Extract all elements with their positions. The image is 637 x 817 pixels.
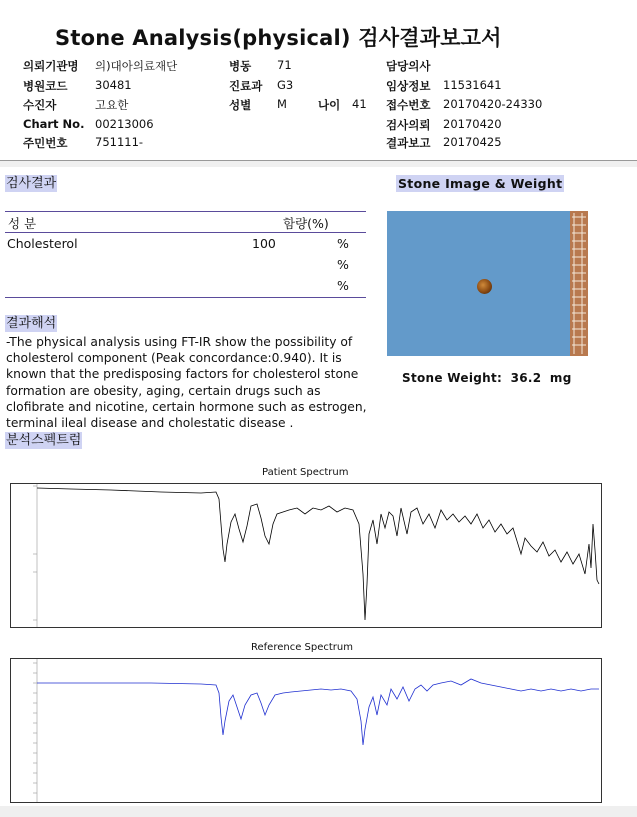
receipt-no-label: 접수번호 <box>386 98 431 112</box>
results-heading: 검사결과 <box>6 176 57 191</box>
patient-axis-ticks <box>33 484 37 627</box>
institution-label: 의뢰기관명 <box>23 59 79 73</box>
stone-weight <box>402 371 572 385</box>
hospital-code-value: 30481 <box>95 78 132 92</box>
stone-weight-value: 36.2 <box>510 371 542 385</box>
interpretation-heading: 결과해석 <box>6 316 57 331</box>
hospital-code-label: 병원코드 <box>23 79 68 93</box>
interpretation-paragraph: -The physical analysis using FT-IR show the possibility of cholesterol component (Peak concordance:0.940). It is known that the predisposing factors for cholesterol stone formation are obesity, aging, certain drugs such as clofibrate and nicotine, certain hormone such as estrogen, terminal ileal disease and cholestatic disease . <box>6 335 367 431</box>
patient-spectrum-line <box>37 488 599 620</box>
chart-no-label: Chart No. <box>23 117 85 131</box>
interpretation-text <box>6 334 381 431</box>
chart-no-value: 00213006 <box>95 117 154 131</box>
stone-weight-label: Stone Weight: <box>402 371 503 385</box>
age-value: 41 <box>352 97 367 111</box>
col-component-header: 성 분 <box>8 216 37 231</box>
age-label: 나이 <box>318 98 341 112</box>
stone-image-heading: Stone Image & Weight <box>398 176 563 191</box>
results-header-rule <box>5 232 366 233</box>
reference-spectrum-title: Reference Spectrum <box>251 642 353 653</box>
results-bottom-rule <box>5 297 366 298</box>
report-date-label: 결과보고 <box>386 136 431 150</box>
receipt-no-value: 20170420-24330 <box>443 97 543 111</box>
stone-specimen <box>477 279 492 294</box>
doctor-label: 담당의사 <box>386 59 431 73</box>
patient-spectrum-svg <box>11 484 601 627</box>
patient-value: 고요한 <box>95 98 129 112</box>
col-content-header: 함량(%) <box>283 216 329 231</box>
ward-value: 71 <box>277 58 292 72</box>
result-unit: % <box>337 278 349 293</box>
stone-photo <box>387 211 588 356</box>
results-top-rule <box>5 211 366 212</box>
sex-value: M <box>277 97 287 111</box>
report-title: Stone Analysis(physical) 검사결과보고서 <box>55 26 502 50</box>
stone-weight-unit: mg <box>549 371 572 385</box>
report-date-value: 20170425 <box>443 135 502 149</box>
request-date-label: 검사의뢰 <box>386 118 431 132</box>
clinical-info-value: 11531641 <box>443 78 502 92</box>
reference-spectrum-plot <box>10 658 602 803</box>
patient-spectrum-plot <box>10 483 602 628</box>
reference-axis-ticks <box>33 659 37 802</box>
ward-label: 병동 <box>229 59 252 73</box>
department-value: G3 <box>277 78 294 92</box>
patient-spectrum-title: Patient Spectrum <box>262 467 349 478</box>
clinical-info-label: 임상정보 <box>386 79 431 93</box>
scale-ruler <box>570 211 588 356</box>
result-value: 100 <box>252 236 276 251</box>
result-unit: % <box>337 257 349 272</box>
result-unit: % <box>337 236 349 251</box>
ruler-ticks <box>570 211 588 356</box>
page-footer-band <box>0 806 637 817</box>
department-label: 진료과 <box>229 79 263 93</box>
result-component: Cholesterol <box>7 236 78 251</box>
reference-spectrum-svg <box>11 659 601 802</box>
request-date-value: 20170420 <box>443 117 502 131</box>
header-divider <box>0 160 637 167</box>
institution-value: 의)대아의료재단 <box>95 59 178 73</box>
spectrum-heading: 분석스펙트럼 <box>6 433 82 448</box>
resident-no-value: 751111- <box>95 135 144 149</box>
reference-spectrum-line <box>37 679 599 745</box>
sex-label: 성별 <box>229 98 252 112</box>
patient-label: 수진자 <box>23 98 57 112</box>
resident-no-label: 주민번호 <box>23 136 68 150</box>
